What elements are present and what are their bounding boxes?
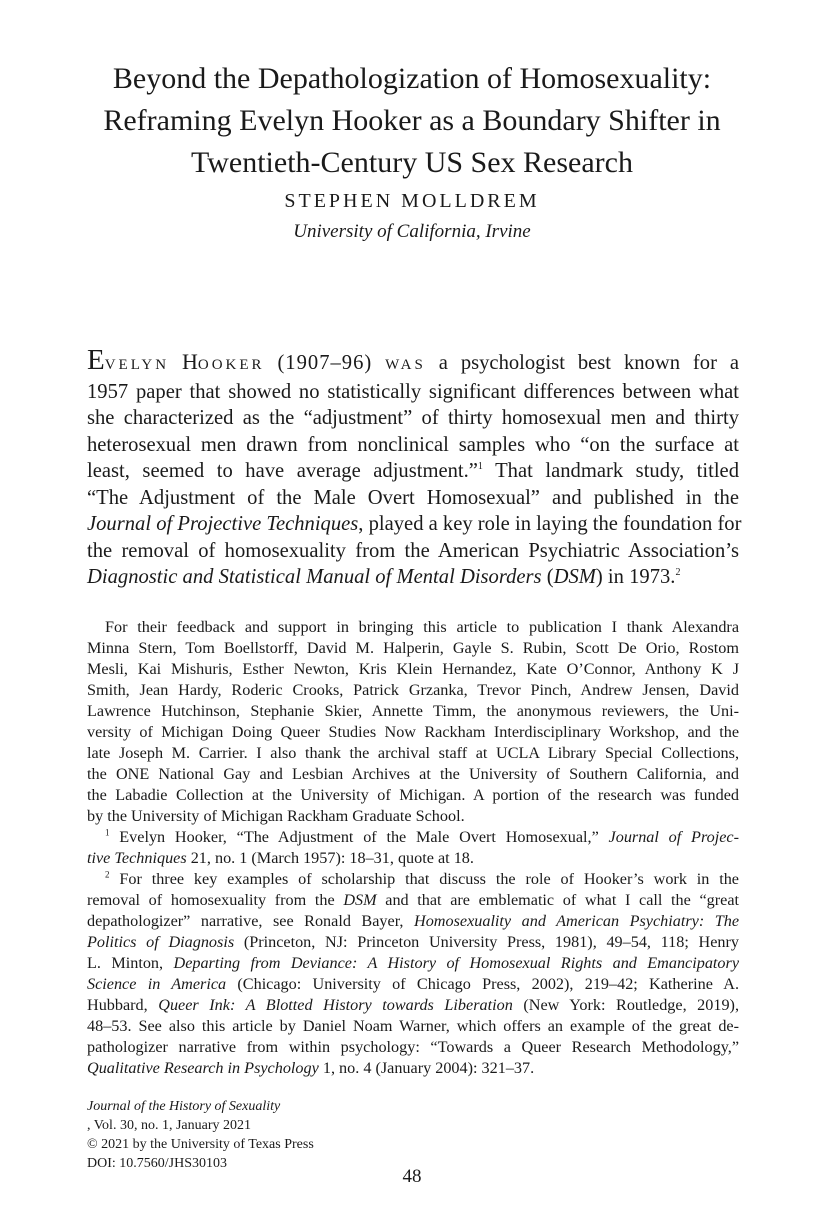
drop-cap: E (87, 344, 105, 376)
doi[interactable]: DOI: 10.7560/JHS30103 (87, 1156, 228, 1171)
footnote-2: $^2$ For three key examples of scholarship that discuss the role of Hooker’s work in the (105, 869, 739, 888)
footnote-2-line: removal of homosexuality from the DSM and that are emblematic of what I call the “great (87, 891, 740, 909)
ack-line: the ONE National Gay and Lesbian Archives at the University of Southern California, and (87, 765, 739, 783)
body-line: the removal of homosexuality from the American Psychiatric Association’s (87, 539, 739, 562)
ack-line: Lawrence Hutchinson, Stephanie Skier, Annette Timm, the anonymous reviewers, the Uni- (87, 702, 739, 720)
ack-line: by the University of Michigan Rackham Graduate School. (87, 807, 465, 825)
ack-line: Smith, Jean Hardy, Roderic Crooks, Patrick Grzanka, Trevor Pinch, Andrew Jensen, David (87, 681, 739, 699)
footnote-1-cont: tive Techniques 21, no. 1 (March 1957): 18–31, quote at 18. (87, 849, 474, 867)
article-title (60, 58, 764, 184)
body-line: heterosexual men drawn from nonclinical samples who “on the surface at (87, 433, 739, 456)
footnote-2-line: L. Minton, Departing from Deviance: A History of Homosexual Rights and Emancipatory (87, 954, 740, 972)
footnote-2-line: Science in America (Chicago: University of Chicago Press, 2002), 219–42; Katherine A. (87, 975, 740, 993)
journal-info (87, 1097, 587, 1173)
footnote-2-line: Hubbard, Queer Ink: A Blotted History towards Liberation (New York: Routledge, 2019), (87, 996, 739, 1014)
body-line: least, seemed to have average adjustment.”$^1$ That landmark study, titled (87, 460, 739, 482)
body-line: 1957 paper that showed no statistically significant differences between what (87, 380, 739, 403)
page-number: 48 (402, 1166, 422, 1187)
title-line-1: Beyond the Depathologization of Homosexuality: (112, 62, 712, 95)
ack-line: the Labadie Collection at the University of Michigan. A portion of the research was funded (87, 786, 739, 804)
footnote-2-line: 48–53. See also this article by Daniel Noam Warner, which offers an example of the great de- (87, 1017, 739, 1035)
footnote-2-line: Qualitative Research in Psychology 1, no. 4 (January 2004): 321–37. (87, 1059, 535, 1077)
footnote-2-line: depathologizer” narrative, see Ronald Bayer, Homosexuality and American Psychiatry: The (87, 912, 740, 930)
title-line-3: Twentieth-Century US Sex Research (191, 146, 633, 179)
body-paragraph (87, 344, 742, 591)
footnote-2-line: pathologizer narrative from within psychology: “Towards a Queer Research Methodology,” (87, 1038, 739, 1056)
footnote-ref-2[interactable]: 2 (675, 567, 681, 579)
footnote-1: $^1$ Evelyn Hooker, “The Adjustment of the Male Overt Homosexual,” Journal of Projec- (105, 827, 739, 846)
ack-line: For their feedback and support in bringing this article to publication I thank Alexandra (105, 618, 739, 636)
body-line: “The Adjustment of the Male Overt Homosexual” and published in the (87, 486, 739, 509)
journal-citation: Journal of the History of Sexuality , Vol. 30, no. 1, January 2021 (87, 1099, 281, 1133)
body-line: EVELYN HOOKER (1907–96) WAS a psychologist best known for a (87, 344, 739, 376)
body-line: Diagnostic and Statistical Manual of Mental Disorders (DSM) in 1973.$^2$ (87, 566, 681, 588)
body-line: she characterized as the “adjustment” of thirty homosexual men and thirty (87, 407, 739, 429)
footnote-2-line: Politics of Diagnosis (Princeton, NJ: Princeton University Press, 1981), 49–54, 118; Henry (87, 933, 740, 951)
ack-line: versity of Michigan Doing Queer Studies Now Rackham Interdisciplinary Workshop, and the (87, 723, 739, 741)
ack-line: late Joseph M. Carrier. I also thank the archival staff at UCLA Library Special Collections, (87, 744, 739, 762)
copyright: © 2021 by the University of Texas Press (87, 1137, 314, 1152)
footnotes (87, 617, 739, 1079)
body-line: Journal of Projective Techniques, played a key role in laying the foundation for (87, 513, 742, 535)
author-affiliation: University of California, Irvine (293, 221, 531, 242)
title-line-2: Reframing Evelyn Hooker as a Boundary Shifter in (103, 104, 721, 137)
ack-line: Minna Stern, Tom Boellstorff, David M. Halperin, Gayle S. Rubin, Scott De Orio, Rostom (87, 639, 739, 657)
author-name: STEPHEN MOLLDREM (284, 190, 540, 212)
ack-line: Mesli, Kai Mishuris, Esther Newton, Kris Klein Hernandez, Kate O’Connor, Anthony K J (87, 660, 739, 678)
footnote-ref-1[interactable]: 1 (477, 461, 483, 473)
